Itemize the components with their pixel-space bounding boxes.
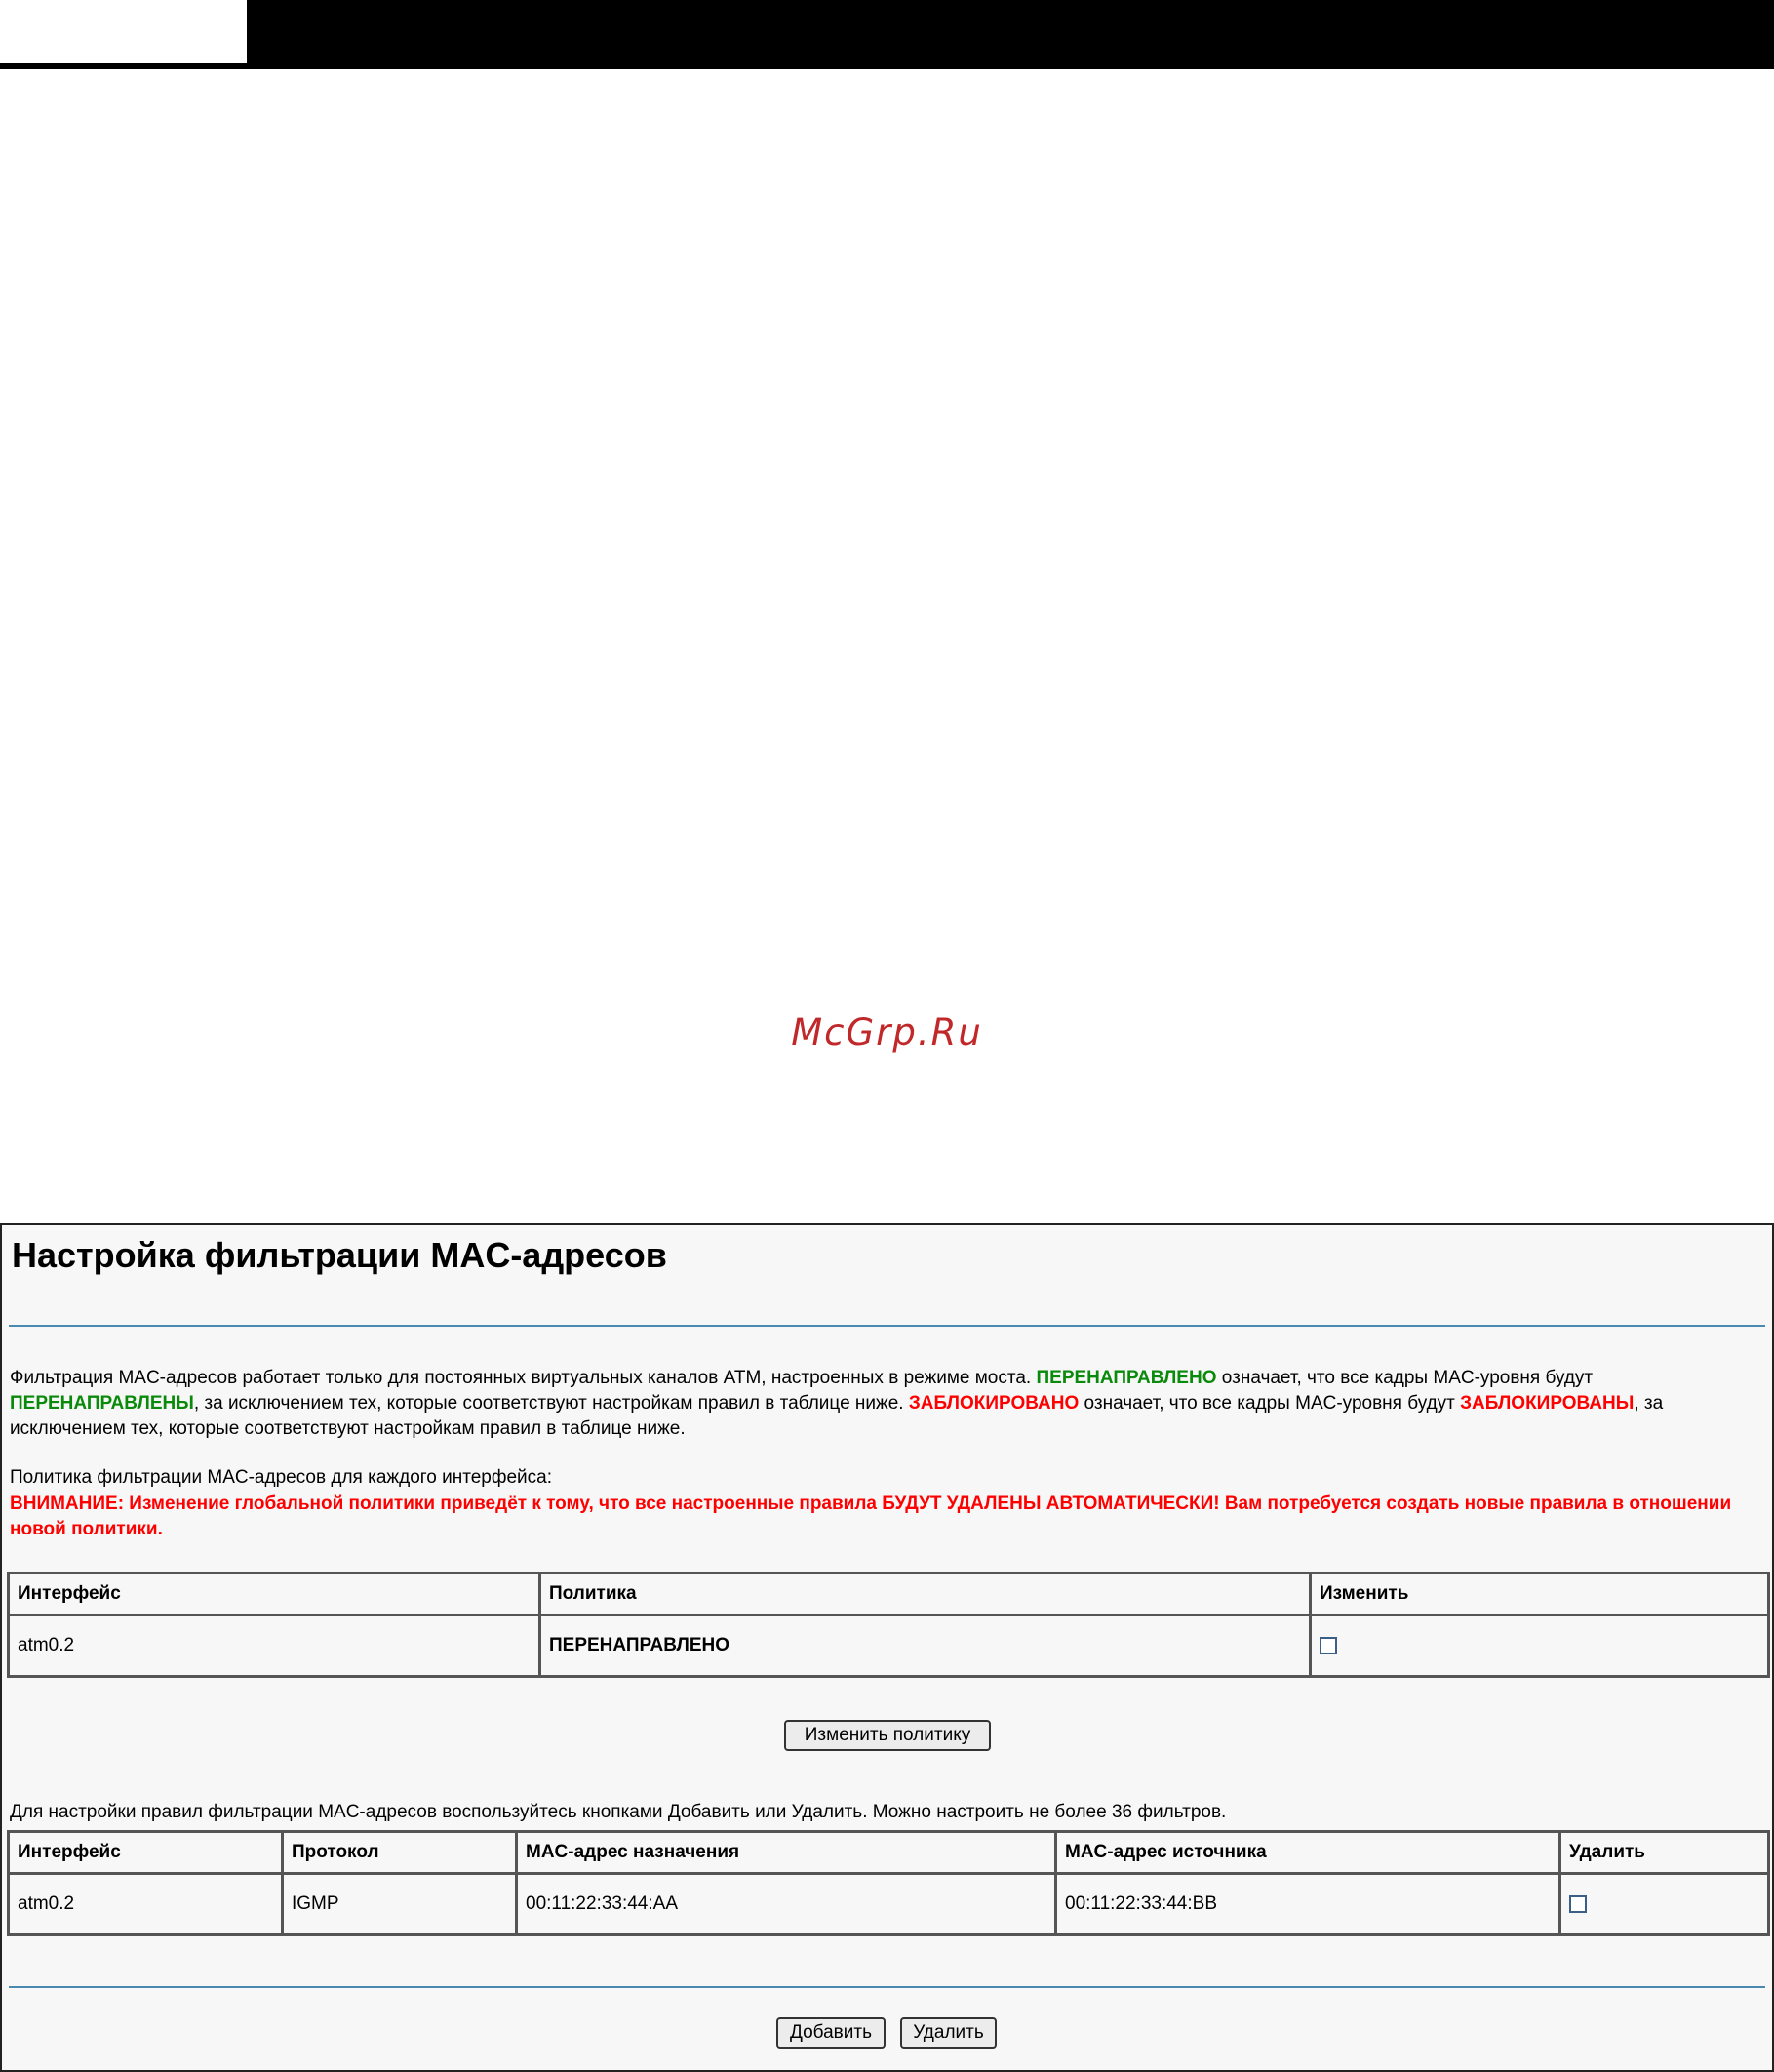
rule-cell-protocol: IGMP <box>283 1874 517 1935</box>
description-part3: , за исключением тех, которые соответствуют настройкам правил в таблице ниже. <box>193 1393 909 1414</box>
policy-table <box>7 1572 1770 1678</box>
divider-top <box>9 1325 1765 1327</box>
blocked-label: ЗАБЛОКИРОВАНО <box>908 1393 1080 1414</box>
blocked-plural-label: ЗАБЛОКИРОВАНЫ <box>1460 1393 1635 1414</box>
rules-header-interface: Интерфейс <box>9 1832 283 1874</box>
rules-header-protocol: Протокол <box>283 1832 517 1874</box>
page-title: Настройка фильтрации MAC-адресов <box>12 1235 667 1275</box>
mac-filter-panel <box>0 1223 1774 2072</box>
delete-rule-checkbox[interactable] <box>1569 1895 1587 1913</box>
description-part5: , за исключением тех, которые соответствуют настройкам правил в таблице ниже. <box>10 1393 1664 1439</box>
description-text <box>10 1366 1753 1442</box>
description-part4: означает, что все кадры MAC-уровня будут <box>1079 1393 1461 1414</box>
add-button[interactable]: Добавить <box>776 2017 886 2049</box>
top-header-bar <box>0 0 1774 69</box>
policy-header-change: Изменить <box>1311 1574 1769 1615</box>
rule-cell-src-mac: 00:11:22:33:44:BB <box>1056 1874 1560 1935</box>
rule-cell-interface: atm0.2 <box>9 1874 283 1935</box>
rules-table <box>7 1830 1770 1936</box>
change-policy-checkbox[interactable] <box>1320 1637 1337 1654</box>
rule-cell-delete <box>1560 1874 1769 1935</box>
policy-cell-policy: ПЕРЕНАПРАВЛЕНО <box>540 1615 1311 1677</box>
divider-bottom <box>9 1986 1765 1988</box>
policy-header-policy: Политика <box>540 1574 1311 1615</box>
table-row <box>9 1874 1769 1935</box>
policy-intro-text: Политика фильтрации MAC-адресов для каждого интерфейса: <box>10 1467 553 1488</box>
description-part2: означает, что все кадры MAC-уровня будут <box>1216 1368 1594 1388</box>
policy-cell-interface: atm0.2 <box>9 1615 540 1677</box>
policy-header-interface: Интерфейс <box>9 1574 540 1615</box>
header-notch <box>0 0 247 63</box>
table-row <box>9 1615 1769 1677</box>
rules-header-src-mac: MAC-адрес источника <box>1056 1832 1560 1874</box>
forwarded-label: ПЕРЕНАПРАВЛЕНО <box>1036 1368 1217 1388</box>
rules-table-header-row <box>9 1832 1769 1874</box>
rules-header-delete: Удалить <box>1560 1832 1769 1874</box>
delete-button[interactable]: Удалить <box>900 2017 997 2049</box>
rule-cell-dest-mac: 00:11:22:33:44:AA <box>517 1874 1056 1935</box>
watermark-text: McGrp.Ru <box>791 1012 983 1054</box>
forwarded-plural-label: ПЕРЕНАПРАВЛЕНЫ <box>10 1393 194 1414</box>
rules-header-dest-mac: MAC-адрес назначения <box>517 1832 1056 1874</box>
description-part1: Фильтрация MAC-адресов работает только для постоянных виртуальных каналов ATM, настроенных в режиме моста. <box>10 1368 1037 1388</box>
change-policy-button[interactable]: Изменить политику <box>784 1720 991 1751</box>
policy-cell-change <box>1311 1615 1769 1677</box>
rules-intro-text: Для настройки правил фильтрации MAC-адресов воспользуйтесь кнопками Добавить или Удалить. Можно настроить не более 36 фильтров. <box>10 1802 1227 1822</box>
policy-table-header-row <box>9 1574 1769 1615</box>
warning-text: ВНИМАНИЕ: Изменение глобальной политики приведёт к тому, что все настроенные правила БУДУТ УДАЛЕНЫ АВТОМАТИЧЕСКИ! Вам потребуется создать новые правила в отношении новой политики. <box>10 1494 1732 1539</box>
